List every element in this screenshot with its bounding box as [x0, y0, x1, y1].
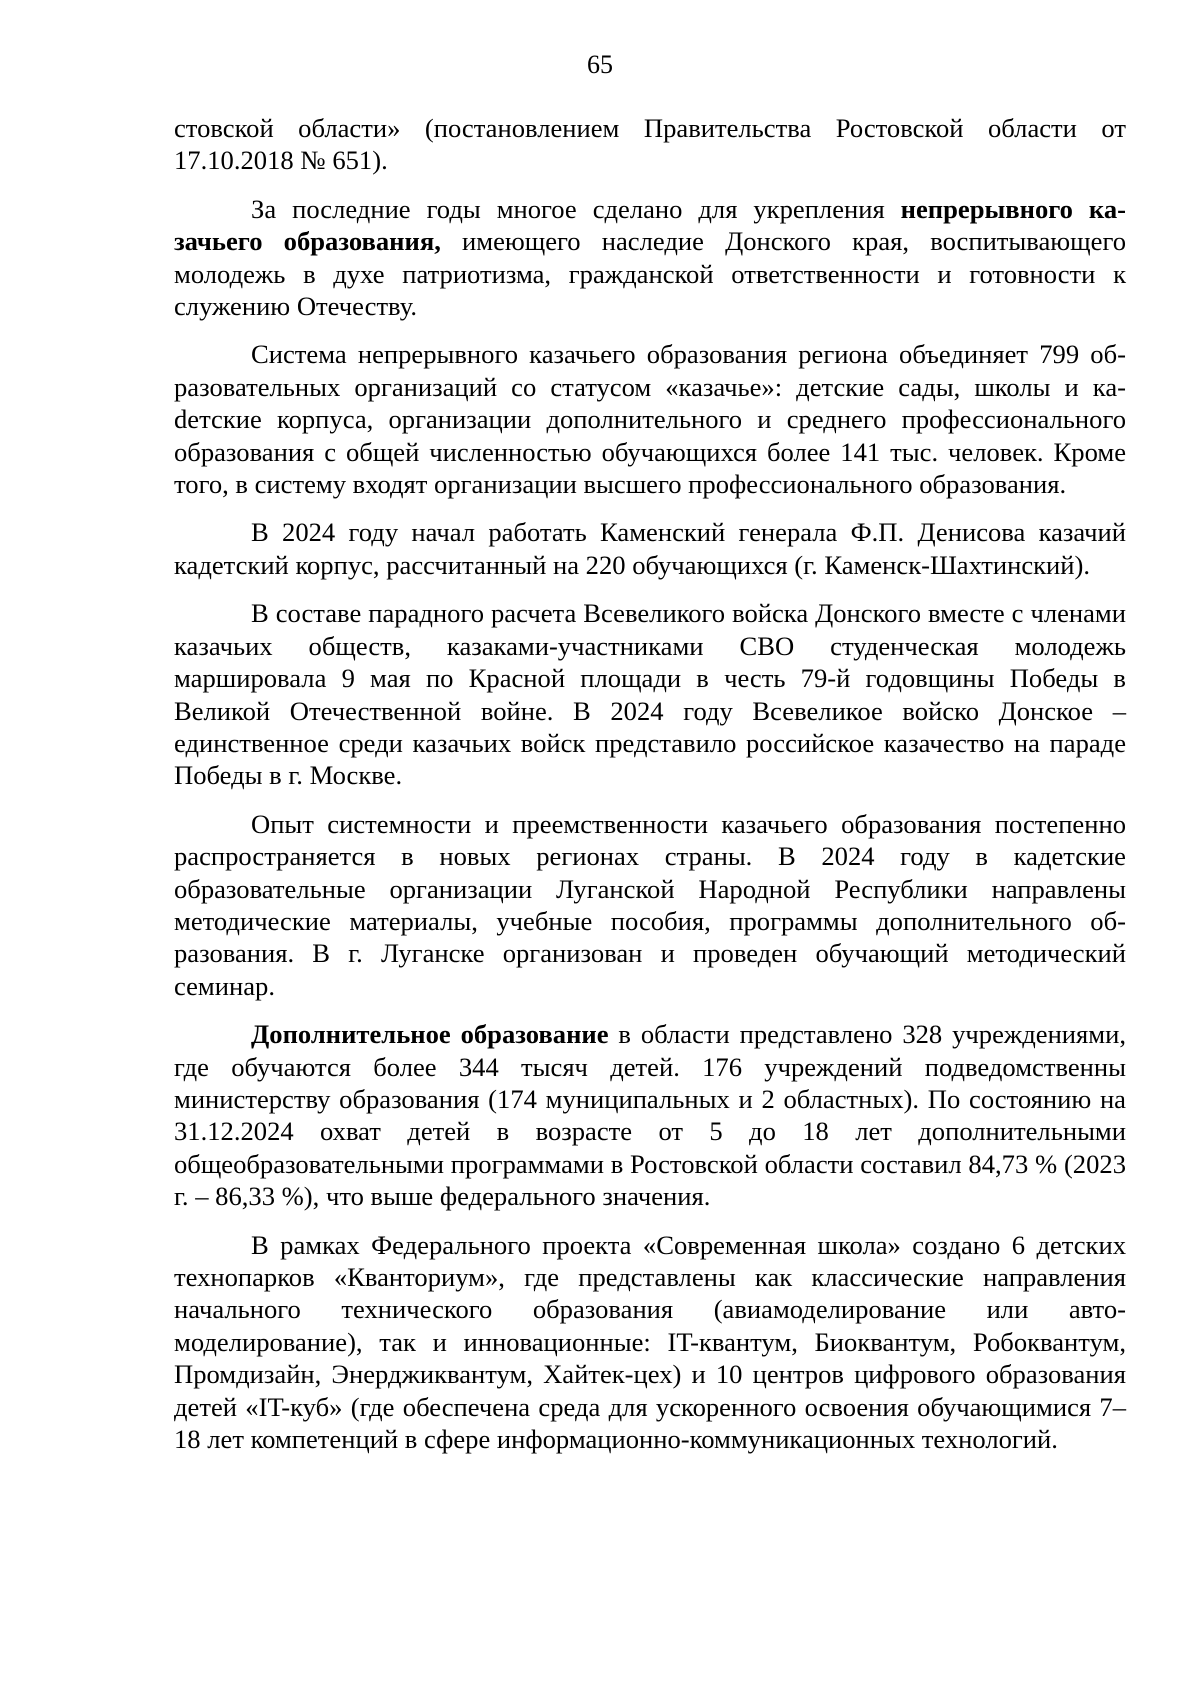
- paragraph-cossack-education: [174, 193, 1126, 323]
- page-number: 65: [587, 50, 613, 79]
- bold-term: Дополнительное образование: [251, 1019, 609, 1050]
- paragraph-new-regions: Опыт системности и преемственности казачьего образования постепенно распространяется в новых регионах страны. В 2024 году в кадетские образовательные организации Луганской Народной Республики направлены методические материалы, учебные пособия, программы дополнительного образования. В г. Луганске организован и проведен обучающий методический семинар.: [174, 808, 1126, 1001]
- paragraph-text: имеющего наследие Донского края, воспитывающего молодежь в духе патриотизма, гражданской ответственности и готовности к служению Отечеству.: [174, 226, 1126, 322]
- paragraph-cadet-corps: В 2024 году начал работать Каменский генерала Ф.П. Денисова казачий кадетский корпус, рассчитанный на 220 обучающихся (г. Каменск-Шахтинский).: [174, 517, 1126, 580]
- document-body: [174, 112, 1126, 1471]
- paragraph-education-system: Система непрерывного казачьего образования региона объединяет 799 образовательных организаций со статусом «казачье»: детские сады, школы и каdетские корпуса, организации дополнительного и среднего профессионального образования с общей численностью обучающихся более 141 тыс. человек. Кроме того, в систему входят организации высшего профессионального образования.: [174, 339, 1126, 500]
- paragraph-continuation: стовской области» (постановлением Правительства Ростовской области от 17.10.2018 № 651).: [174, 113, 1126, 176]
- bold-term: непрерывного казачьего образования,: [174, 193, 1126, 257]
- paragraph-text: За последние годы многое сделано для укрепления: [251, 193, 901, 224]
- paragraph-additional-education: [174, 1018, 1126, 1212]
- paragraph-modern-school: В рамках Федерального проекта «Современная школа» создано 6 детских технопарков «Кванториум», где представлены как классические направления начального технического образования (авиамоделирование или автомоделирование), так и инновационные: IT-квантум, Биоквантум, Робоквантум, Промдизайн, Энерджиквантум, Хайтек-цех) и 10 центров цифрового образования детей «IT-куб» (где обеспечена среда для ускоренного освоения обучающимися 7–18 лет компетенций в сфере информационно-коммуникационных технологий.: [174, 1229, 1126, 1455]
- paragraph-text: в области представлено 328 учреждениями, где обучаются более 344 тысяч детей. 176 учреждений подведомственны министерству образования (174 муниципальных и 2 областных). По состоянию на 31.12.2024 охват детей в возрасте от 5 до 18 лет дополнительными общеобразовательными программами в Ростовской области составил 84,73 % (2023 г. – 86,33 %), что выше федерального значения.: [174, 1019, 1126, 1212]
- paragraph-parade: В составе парадного расчета Всевеликого войска Донского вместе с членами казачьих обществ, казаками-участниками СВО студенческая молодежь маршировала 9 мая по Красной площади в честь 79-й годовщины Победы в Великой Отечественной войне. В 2024 году Всевеликое войско Донское – единственное среди казачьих войск представило российское казачество на параде Победы в г. Москве.: [174, 598, 1126, 791]
